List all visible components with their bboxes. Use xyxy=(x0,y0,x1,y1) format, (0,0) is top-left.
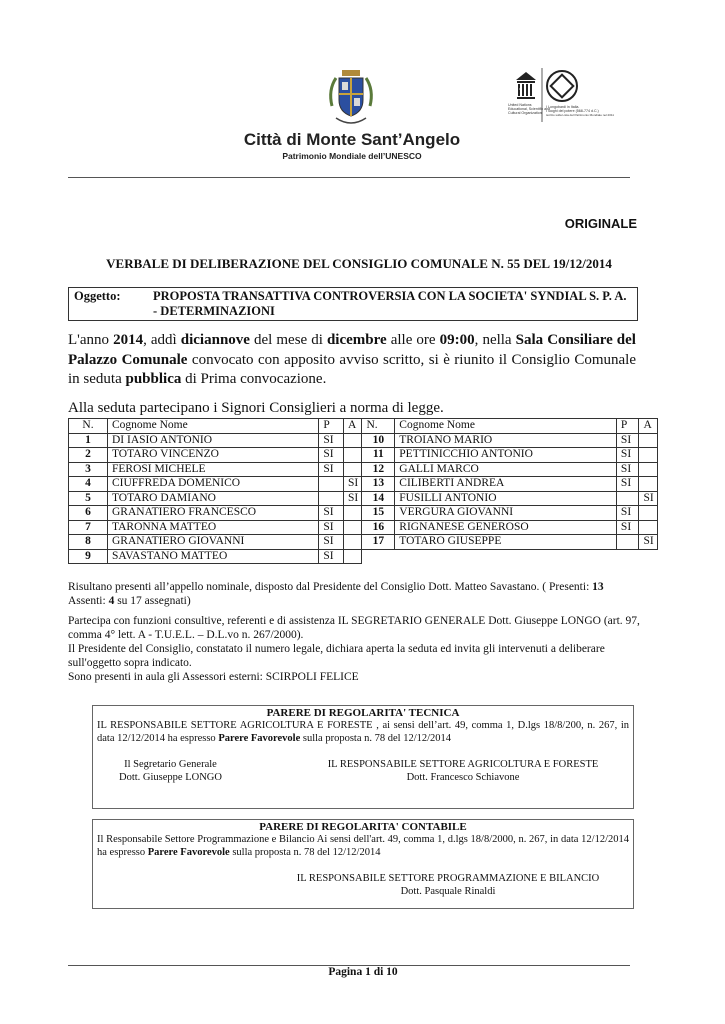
firma-sinistra-ruolo: Il Segretario Generale xyxy=(124,759,217,770)
header-n: N. xyxy=(362,419,395,434)
empty-cell xyxy=(395,549,617,564)
cell-n: 13 xyxy=(362,477,395,492)
city-subtitle: Patrimonio Mondiale dell’UNESCO xyxy=(282,151,422,161)
consiglieri-table xyxy=(68,418,658,564)
cell-p: SI xyxy=(319,506,344,521)
table-row xyxy=(69,549,658,564)
parere-tecnica-firma-destra xyxy=(313,758,613,784)
cell-n: 16 xyxy=(362,520,395,535)
unesco-line-3: Cultural Organization xyxy=(508,111,542,115)
cell-n: 5 xyxy=(69,491,108,506)
parere-contabile-text xyxy=(93,833,633,859)
parere-contabile-esito: Parere Favorevole xyxy=(147,847,230,858)
parere-contabile-box xyxy=(92,819,634,909)
cell-a xyxy=(639,477,658,492)
cell-p xyxy=(616,535,639,550)
cell-p: SI xyxy=(616,520,639,535)
cell-a xyxy=(343,535,361,550)
parere-contabile-text-2: sulla proposta n. 78 del 12/12/2014 xyxy=(229,847,381,858)
cell-n: 14 xyxy=(362,491,395,506)
intro-text: del mese di xyxy=(249,332,327,348)
presenti-label: Presenti: xyxy=(549,581,590,593)
empty-cell xyxy=(616,549,639,564)
risultano-text-2: su 17 assegnati) xyxy=(114,595,191,607)
firma-contabile-ruolo: IL RESPONSABILE SETTORE PROGRAMMAZIONE E BILANCIO xyxy=(296,873,600,884)
header-n: N. xyxy=(69,419,108,434)
cell-n: 6 xyxy=(69,506,108,521)
city-title: Città di Monte Sant’Angelo xyxy=(243,130,461,149)
assenti-label: Assenti: xyxy=(68,595,106,607)
cell-p xyxy=(616,491,639,506)
parere-tecnica-text-1: IL RESPONSABILE SETTORE AGRICOLTURA E FORESTE , ai sensi dell’art. 49, comma 1, D.lgs 18/8/200, n. 267, in data 12/12/2014 ha espresso xyxy=(97,720,629,744)
unesco-logo xyxy=(506,66,636,124)
intro-text: di Prima convocazione. xyxy=(181,371,327,387)
cell-name: GRANATIERO FRANCESCO xyxy=(107,506,318,521)
cell-p: SI xyxy=(616,477,639,492)
cell-n: 2 xyxy=(69,448,108,463)
cell-p: SI xyxy=(616,462,639,477)
parere-contabile-text-1: Il Responsabile Settore Programmazione e Bilancio Ai sensi dell'art. 49, comma 1, d.lgs 18/8/2000, n. 267, in data 12/12/2014 ha espresso xyxy=(97,834,629,858)
parere-contabile-firma xyxy=(283,872,613,898)
table-row xyxy=(69,433,658,448)
cell-name: VERGURA GIOVANNI xyxy=(395,506,617,521)
cell-p: SI xyxy=(319,520,344,535)
partecipa-text: Partecipa con funzioni consultive, referenti e di assistenza IL SEGRETARIO GENERALE Dott. Giuseppe LONGO (art. 97, comma 4° lett. A - T.U.E.L. – D.L.vo n. 267/2000). xyxy=(68,615,640,641)
cell-name: SAVASTANO MATTEO xyxy=(107,549,318,564)
cell-name: DI IASIO ANTONIO xyxy=(107,433,318,448)
cell-a xyxy=(639,520,658,535)
city-crest-logo xyxy=(326,66,376,130)
firma-sinistra-nome: Dott. Giuseppe LONGO xyxy=(119,772,222,783)
intro-text: convocato con apposito avviso scritto, si è riunito il Consiglio Comunale in seduta xyxy=(68,351,637,387)
cell-p: SI xyxy=(319,535,344,550)
cell-p: SI xyxy=(319,448,344,463)
cell-p xyxy=(319,477,344,492)
cell-n: 15 xyxy=(362,506,395,521)
cell-name: CIUFFREDA DOMENICO xyxy=(107,477,318,492)
intro-mese: dicembre xyxy=(326,332,387,348)
presidente-text: Il Presidente del Consiglio, constatato il numero legale, dichiara aperta la seduta ed invita gli intervenuti a deliberare sull'oggetto sopra indicato. xyxy=(68,643,605,669)
intro-seduta: pubblica xyxy=(125,371,182,387)
oggetto-label: Oggetto: xyxy=(74,289,121,303)
intro-text: L'anno xyxy=(68,332,114,348)
table-row xyxy=(69,506,658,521)
unesco-line-1: United Nations xyxy=(508,103,532,107)
cell-n: 1 xyxy=(69,433,108,448)
table-row xyxy=(69,462,658,477)
cell-n: 7 xyxy=(69,520,108,535)
longobardi-line-2: I luoghi del potere (568-774 d.C.) xyxy=(546,109,599,113)
cell-name: FEROSI MICHELE xyxy=(107,462,318,477)
cell-name: TOTARO VINCENZO xyxy=(107,448,318,463)
intro-text: , addì xyxy=(143,332,181,348)
cell-name: FUSILLI ANTONIO xyxy=(395,491,617,506)
parere-tecnica-text xyxy=(93,719,633,745)
cell-name: TOTARO DAMIANO xyxy=(107,491,318,506)
verbale-title: VERBALE DI DELIBERAZIONE DEL CONSIGLIO COMUNALE N. 55 DEL 19/12/2014 xyxy=(106,256,612,271)
cell-name: RIGNANESE GENEROSO xyxy=(395,520,617,535)
table-header-row xyxy=(69,419,658,434)
cell-n: 9 xyxy=(69,549,108,564)
cell-name: GRANATIERO GIOVANNI xyxy=(107,535,318,550)
oggetto-text: PROPOSTA TRANSATTIVA CONTROVERSIA CON LA SOCIETA' SYNDIAL S. P. A. - DETERMINAZIONI xyxy=(153,289,627,318)
risultano-text-1: Risultano presenti all’appello nominale, disposto dal Presidente del Consiglio Dott. Matteo Savastano. ( xyxy=(68,581,550,593)
cell-a: SI xyxy=(639,535,658,550)
empty-cell xyxy=(362,549,395,564)
header-a: A xyxy=(639,419,658,434)
longobardi-line-3: iscritto sulla Lista del Patrimonio Mondiale nel 2011 xyxy=(546,113,614,117)
cell-n: 12 xyxy=(362,462,395,477)
cell-a xyxy=(343,506,361,521)
header-cognome-nome: Cognome Nome xyxy=(395,419,617,434)
cell-p: SI xyxy=(319,462,344,477)
svg-text:U: U xyxy=(519,87,522,91)
cell-a xyxy=(639,506,658,521)
cell-n: 3 xyxy=(69,462,108,477)
cell-a xyxy=(343,462,361,477)
cell-a xyxy=(343,520,361,535)
cell-p: SI xyxy=(319,549,344,564)
cell-name: CILIBERTI ANDREA xyxy=(395,477,617,492)
parere-tecnica-text-2: sulla proposta n. 78 del 12/12/2014 xyxy=(300,733,452,744)
header-p: P xyxy=(319,419,344,434)
cell-n: 10 xyxy=(362,433,395,448)
header-p: P xyxy=(616,419,639,434)
risultano-text xyxy=(68,580,648,608)
cell-name: GALLI MARCO xyxy=(395,462,617,477)
cell-a: SI xyxy=(343,477,361,492)
cell-p: SI xyxy=(616,433,639,448)
cell-name: TOTARO GIUSEPPE xyxy=(395,535,617,550)
intro-luogo: Sala Consiliare del Palazzo Comunale xyxy=(68,332,636,368)
partecipa-block xyxy=(68,614,648,684)
table-row xyxy=(69,520,658,535)
cell-name: TROIANO MARIO xyxy=(395,433,617,448)
firma-destra-nome: Dott. Francesco Schiavone xyxy=(406,772,520,783)
cell-name: TARONNA MATTEO xyxy=(107,520,318,535)
cell-p: SI xyxy=(616,506,639,521)
table-row xyxy=(69,448,658,463)
cell-p: SI xyxy=(319,433,344,448)
table-row xyxy=(69,491,658,506)
parere-tecnica-title: PARERE DI REGOLARITA' TECNICA xyxy=(266,707,460,719)
page-number: Pagina 1 di 10 xyxy=(328,966,398,978)
parere-tecnica-firma-sinistra xyxy=(119,758,222,784)
cell-a xyxy=(639,462,658,477)
cell-a xyxy=(343,433,361,448)
intro-text: alle ore xyxy=(386,332,440,348)
table-row xyxy=(69,535,658,550)
cell-a: SI xyxy=(343,491,361,506)
assenti-count: 4 xyxy=(108,595,115,607)
intro-anno: 2014 xyxy=(113,332,144,348)
cell-a xyxy=(343,448,361,463)
parere-contabile-title: PARERE DI REGOLARITA' CONTABILE xyxy=(259,821,467,833)
header-divider xyxy=(68,177,630,178)
parere-tecnica-esito: Parere Favorevole xyxy=(218,733,301,744)
cell-name: PETTINICCHIO ANTONIO xyxy=(395,448,617,463)
intro-ora: 09:00 xyxy=(439,332,475,348)
cell-p xyxy=(319,491,344,506)
firma-contabile-nome: Dott. Pasquale Rinaldi xyxy=(400,886,496,897)
parere-tecnica-box xyxy=(92,705,634,809)
cell-a xyxy=(639,448,658,463)
firma-destra-ruolo: IL RESPONSABILE SETTORE AGRICOLTURA E FORESTE xyxy=(327,759,599,770)
intro-paragraph xyxy=(68,331,636,390)
header-cognome-nome: Cognome Nome xyxy=(107,419,318,434)
cell-a: SI xyxy=(639,491,658,506)
cell-n: 8 xyxy=(69,535,108,550)
unesco-line-2: Educational, Scientific and xyxy=(508,107,551,111)
longobardi-line-1: I Longobardi in Italia. xyxy=(546,105,580,109)
cell-n: 11 xyxy=(362,448,395,463)
assessori-text: Sono presenti in aula gli Assessori esterni: SCIRPOLI FELICE xyxy=(68,671,359,683)
header-a: A xyxy=(343,419,361,434)
originale-label: ORIGINALE xyxy=(564,216,637,231)
cell-a xyxy=(639,433,658,448)
cell-a xyxy=(343,549,361,564)
presenti-count: 13 xyxy=(592,581,604,593)
intro-giorno: diciannove xyxy=(180,332,250,348)
table-row xyxy=(69,477,658,492)
cell-n: 4 xyxy=(69,477,108,492)
empty-cell xyxy=(639,549,658,564)
cell-p: SI xyxy=(616,448,639,463)
partecipano-text: Alla seduta partecipano i Signori Consiglieri a norma di legge. xyxy=(68,400,444,416)
intro-text: , nella xyxy=(474,332,516,348)
cell-n: 17 xyxy=(362,535,395,550)
